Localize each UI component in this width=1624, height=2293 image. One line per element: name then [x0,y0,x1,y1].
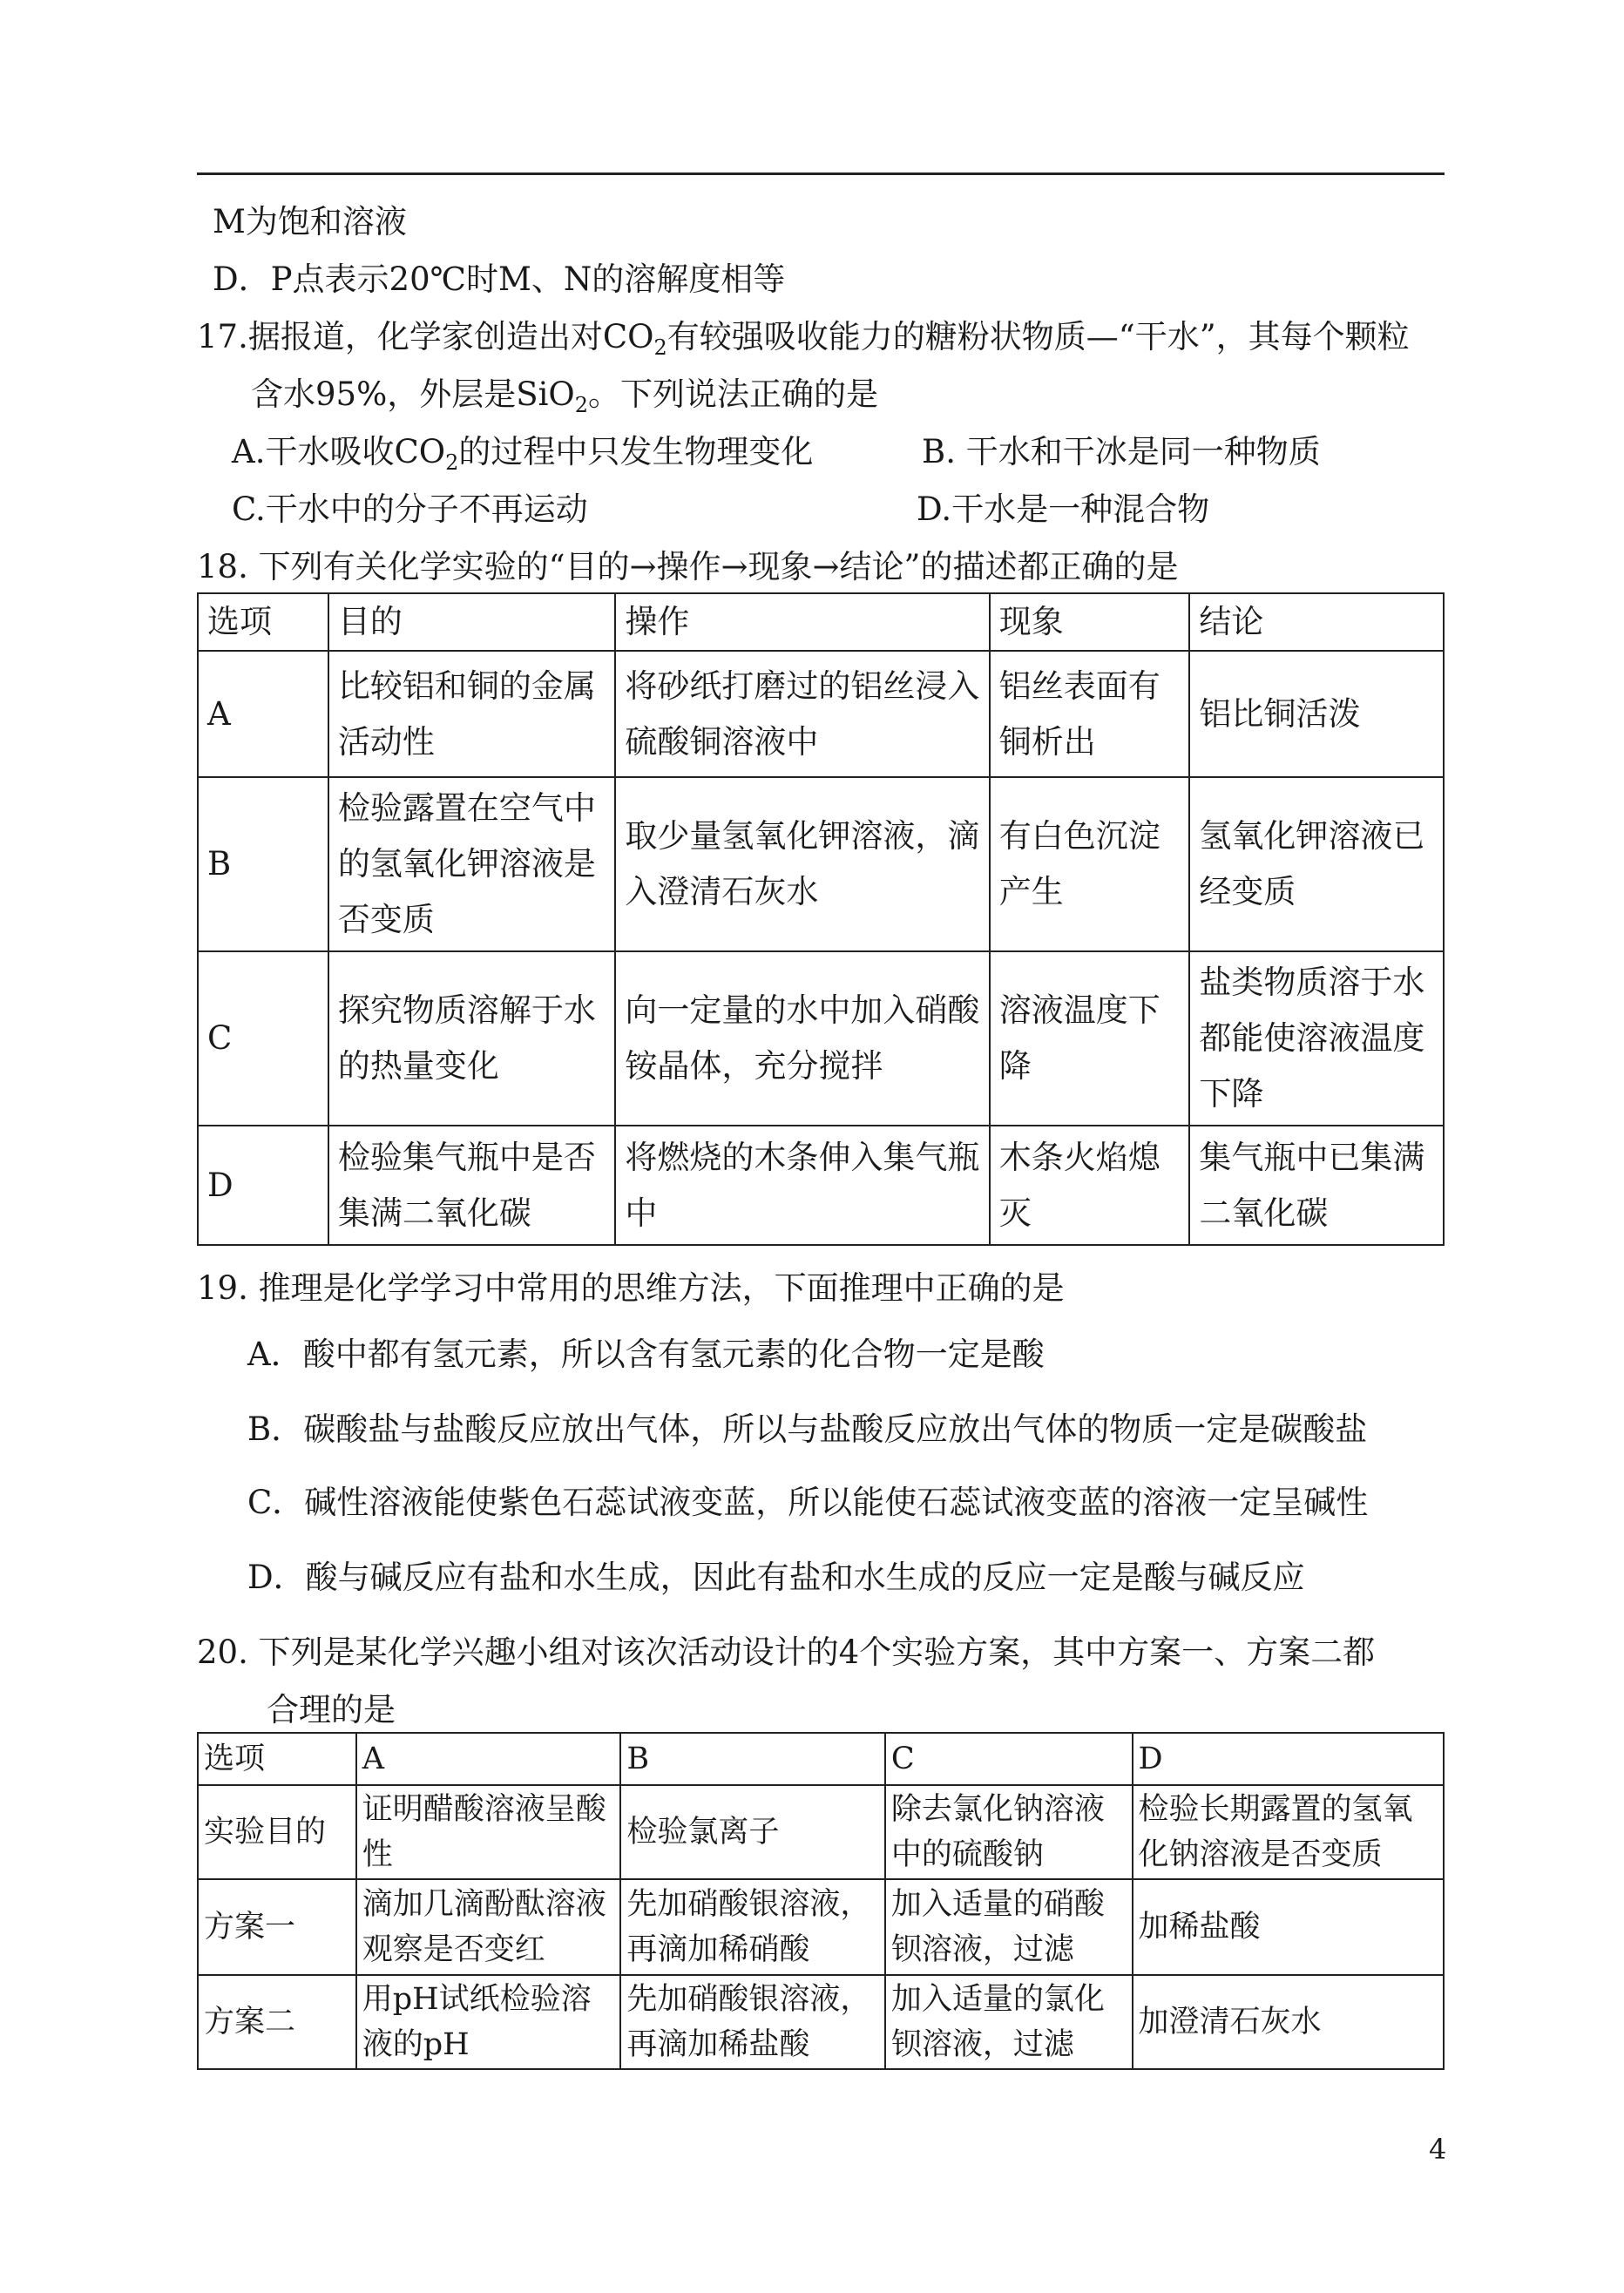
table-20-cell: 检验长期露置的氢氧化钠溶液是否变质 [1133,1785,1444,1879]
table-18-cell: 探究物质溶解于水的热量变化 [328,951,616,1126]
question-19-option-b: B．碳酸盐与盐酸反应放出气体，所以与盐酸反应放出气体的物质一定是碳酸盐 [247,1410,1368,1448]
question-17-option-b: B. 干水和干冰是同一种物质 [922,433,1321,470]
table-18-cell: 检验露置在空气中的氢氧化钾溶液是否变质 [328,777,616,951]
table-20-cell: 证明醋酸溶液呈酸性 [356,1785,621,1879]
table-18-cell: 溶液温度下降 [990,951,1190,1126]
table-20-cell: 加入适量的氯化钡溶液，过滤 [885,1975,1133,2069]
question-20-stem: 20. 下列是某化学兴趣小组对该次活动设计的4个实验方案，其中方案一、方案二都 [197,1634,1376,1671]
table-18-cell: 铝丝表面有铜析出 [990,651,1190,777]
table-18-header: 结论 [1189,593,1444,651]
table-18-row [198,777,1444,951]
table-18-cell: 铝比铜活泼 [1189,651,1444,777]
option-d-p-point: D．P点表示20℃时M、N的溶解度相等 [213,260,786,298]
table-18-header: 目的 [328,593,616,651]
table-18-cell: 向一定量的水中加入硝酸铵晶体，充分搅拌 [615,951,989,1126]
page-number: 4 [1429,2133,1447,2166]
table-20-cell: 加入适量的硝酸钡溶液，过滤 [885,1879,1133,1975]
table-20-cell: 方案一 [198,1879,356,1975]
table-20-header: D [1133,1733,1444,1785]
question-18-stem: 18. 下列有关化学实验的“目的→操作→现象→结论”的描述都正确的是 [197,548,1179,585]
table-18-cell: 集气瓶中已集满二氧化碳 [1189,1126,1444,1245]
table-18-cell: 有白色沉淀产生 [990,777,1190,951]
table-20-header: C [885,1733,1133,1785]
table-18-cell: D [198,1126,328,1245]
question-19-stem: 19. 推理是化学学习中常用的思维方法，下面推理中正确的是 [197,1269,1065,1307]
table-18-cell: B [198,777,328,951]
table-18-row [198,1126,1444,1245]
question-20-stem-2: 合理的是 [267,1691,396,1728]
table-20-header: A [356,1733,621,1785]
table-18-cell: 氢氧化钾溶液已经变质 [1189,777,1444,951]
table-20-cell: 加稀盐酸 [1133,1879,1444,1975]
table-20-row [198,1785,1444,1879]
question-19-option-c: C．碱性溶液能使紫色石蕊试液变蓝，所以能使石蕊试液变蓝的溶液一定呈碱性 [247,1484,1369,1521]
table-18-row [198,651,1444,777]
table-18-cell: 木条火焰熄灭 [990,1126,1190,1245]
table-20-cell: 方案二 [198,1975,356,2069]
table-20-cell: 用pH试纸检验溶液的pH [356,1975,621,2069]
table-18-header: 选项 [198,593,328,651]
table-18-cell: C [198,951,328,1126]
table-18 [197,592,1445,1246]
table-18-cell: 取少量氢氧化钾溶液，滴入澄清石灰水 [615,777,989,951]
table-20-cell: 先加硝酸银溶液，再滴加稀硝酸 [620,1879,885,1975]
table-20-cell: 除去氯化钠溶液中的硫酸钠 [885,1785,1133,1879]
table-18-header: 现象 [990,593,1190,651]
table-18-cell: 检验集气瓶中是否集满二氧化碳 [328,1126,616,1245]
table-20-cell: 滴加几滴酚酞溶液观察是否变红 [356,1879,621,1975]
table-20-header: 选项 [198,1733,356,1785]
table-20-cell: 实验目的 [198,1785,356,1879]
table-20-cell: 先加硝酸银溶液，再滴加稀盐酸 [620,1975,885,2069]
question-17-stem: 17.据报道，化学家创造出对$CO_2$有较强吸收能力的糖粉状物质—“干水”，其每个颗粒 [197,318,1410,360]
table-18-cell: A [198,651,328,777]
table-18-header-row [198,593,1444,651]
question-17-option-d: D.干水是一种混合物 [917,490,1210,528]
table-20-header: B [620,1733,885,1785]
table-18-cell: 将砂纸打磨过的铝丝浸入硫酸铜溶液中 [615,651,989,777]
table-20-row [198,1879,1444,1975]
table-18-row [198,951,1444,1126]
table-18-cell: 盐类物质溶于水都能使溶液温度下降 [1189,951,1444,1126]
table-20 [197,1732,1445,2070]
table-20-header-row [198,1733,1444,1785]
question-17-option-c: C.干水中的分子不再运动 [232,490,588,528]
table-20-row [198,1975,1444,2069]
header-rule [197,172,1445,175]
table-18-cell: 比较铝和铜的金属活动性 [328,651,616,777]
table-20-cell: 检验氯离子 [620,1785,885,1879]
table-18-header: 操作 [615,593,989,651]
question-17-option-a: A.干水吸收$CO_2$的过程中只发生物理变化 [232,433,814,475]
question-19-option-d: D．酸与碱反应有盐和水生成，因此有盐和水生成的反应一定是酸与碱反应 [247,1559,1305,1596]
question-19-option-a: A．酸中都有氢元素，所以含有氢元素的化合物一定是酸 [247,1336,1045,1373]
line-m-saturated: M为饱和溶液 [213,203,407,240]
table-20-cell: 加澄清石灰水 [1133,1975,1444,2069]
table-18-cell: 将燃烧的木条伸入集气瓶中 [615,1126,989,1245]
question-17-stem-2: 含水95%，外层是SiO$_2$。下列说法正确的是 [251,375,879,417]
